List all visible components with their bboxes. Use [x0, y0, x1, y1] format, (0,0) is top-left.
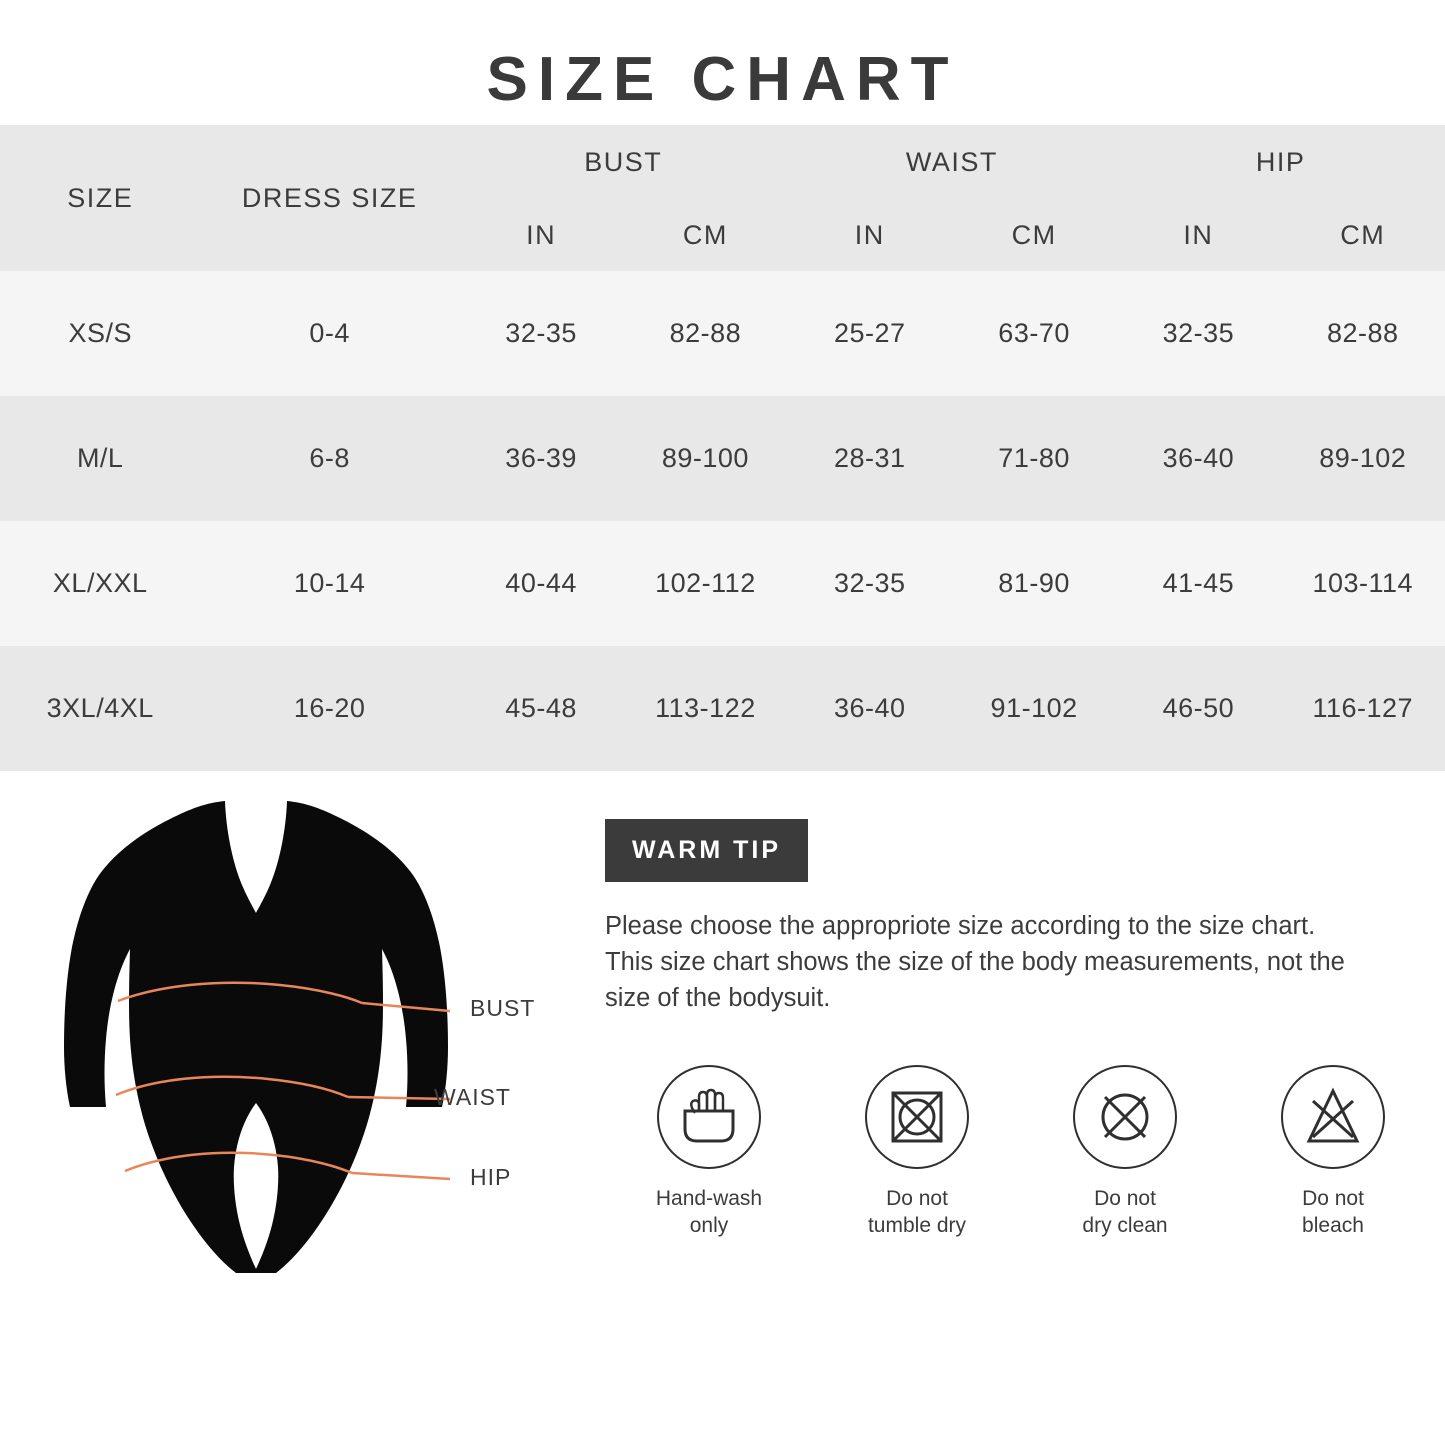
- header-waist-in: IN: [788, 199, 952, 271]
- cell-size: 3XL/4XL: [0, 646, 200, 771]
- label-bust: BUST: [470, 995, 536, 1021]
- cell-bust-cm: 89-100: [623, 396, 787, 521]
- tip-column: [600, 789, 1445, 1309]
- cell-hip-in: 32-35: [1116, 271, 1280, 396]
- garment-illustration-column: [0, 789, 600, 1309]
- cell-waist-cm: 71-80: [952, 396, 1116, 521]
- care-caption-line2: tumble dry: [867, 1213, 967, 1237]
- care-item-hand-wash: [605, 1065, 813, 1240]
- bodysuit-illustration: [30, 789, 590, 1309]
- table-row: [0, 396, 1445, 521]
- tip-line-2: This size chart shows the size of the body measurements, not the size of the bodysuit.: [605, 948, 1345, 1013]
- cell-dress: 6-8: [200, 396, 459, 521]
- cell-waist-in: 32-35: [788, 521, 952, 646]
- label-waist: WAIST: [434, 1084, 511, 1110]
- cell-bust-cm: 113-122: [623, 646, 787, 771]
- care-caption-line2: only: [689, 1213, 729, 1237]
- header-bust-cm: CM: [623, 199, 787, 271]
- cell-hip-cm: 82-88: [1281, 271, 1445, 396]
- header-size: SIZE: [0, 125, 200, 271]
- cell-size: XS/S: [0, 271, 200, 396]
- cell-hip-cm: 89-102: [1281, 396, 1445, 521]
- cell-dress: 0-4: [200, 271, 459, 396]
- header-hip-in: IN: [1116, 199, 1280, 271]
- care-caption-line2: dry clean: [1082, 1213, 1168, 1237]
- size-table-container: [0, 125, 1445, 771]
- table-row: [0, 271, 1445, 396]
- care-caption-line1: Do not: [1094, 1186, 1156, 1210]
- bodysuit-svg: [30, 789, 590, 1309]
- tip-line-1: Please choose the appropriote size according to the size chart.: [605, 912, 1316, 940]
- label-hip: HIP: [470, 1164, 512, 1190]
- header-dress-size: DRESS SIZE: [200, 125, 459, 271]
- page-title: SIZE CHART: [486, 45, 959, 114]
- table-row: [0, 521, 1445, 646]
- no-tumble-dry-icon: [865, 1065, 969, 1169]
- care-caption: [813, 1185, 1021, 1240]
- cell-waist-cm: 81-90: [952, 521, 1116, 646]
- care-caption-line1: Hand-wash: [655, 1186, 763, 1210]
- care-instructions-row: [605, 1065, 1445, 1240]
- warm-tip-badge: WARM TIP: [605, 819, 808, 882]
- care-caption-line1: Do not: [1302, 1186, 1364, 1210]
- cell-hip-in: 36-40: [1116, 396, 1280, 521]
- cell-hip-in: 46-50: [1116, 646, 1280, 771]
- care-caption-line2: bleach: [1302, 1213, 1364, 1237]
- header-group-waist: WAIST: [788, 125, 1117, 199]
- cell-bust-in: 32-35: [459, 271, 623, 396]
- care-caption: [1021, 1185, 1229, 1240]
- cell-hip-in: 41-45: [1116, 521, 1280, 646]
- header-bust-in: IN: [459, 199, 623, 271]
- cell-size: M/L: [0, 396, 200, 521]
- no-dry-clean-icon: [1073, 1065, 1177, 1169]
- care-item-no-tumble-dry: [813, 1065, 1021, 1240]
- cell-hip-cm: 103-114: [1281, 521, 1445, 646]
- cell-bust-cm: 102-112: [623, 521, 787, 646]
- care-caption-line1: Do not: [886, 1186, 948, 1210]
- header-waist-cm: CM: [952, 199, 1116, 271]
- cell-waist-cm: 91-102: [952, 646, 1116, 771]
- cell-bust-in: 45-48: [459, 646, 623, 771]
- cell-hip-cm: 116-127: [1281, 646, 1445, 771]
- cell-waist-in: 28-31: [788, 396, 952, 521]
- header-hip-cm: CM: [1281, 199, 1445, 271]
- cell-bust-in: 40-44: [459, 521, 623, 646]
- care-item-no-bleach: [1229, 1065, 1437, 1240]
- warm-tip-text: [605, 908, 1395, 1017]
- care-caption: [605, 1185, 813, 1240]
- cell-bust-cm: 82-88: [623, 271, 787, 396]
- header-group-bust: BUST: [459, 125, 788, 199]
- cell-waist-cm: 63-70: [952, 271, 1116, 396]
- table-row: [0, 646, 1445, 771]
- size-table: [0, 125, 1445, 771]
- cell-dress: 16-20: [200, 646, 459, 771]
- cell-dress: 10-14: [200, 521, 459, 646]
- hand-wash-icon: [657, 1065, 761, 1169]
- cell-waist-in: 25-27: [788, 271, 952, 396]
- care-caption: [1229, 1185, 1437, 1240]
- cell-size: XL/XXL: [0, 521, 200, 646]
- lower-section: [0, 771, 1445, 1309]
- care-item-no-dry-clean: [1021, 1065, 1229, 1240]
- no-bleach-icon: [1281, 1065, 1385, 1169]
- table-header-top-row: [0, 125, 1445, 199]
- cell-waist-in: 36-40: [788, 646, 952, 771]
- cell-bust-in: 36-39: [459, 396, 623, 521]
- header-group-hip: HIP: [1116, 125, 1445, 199]
